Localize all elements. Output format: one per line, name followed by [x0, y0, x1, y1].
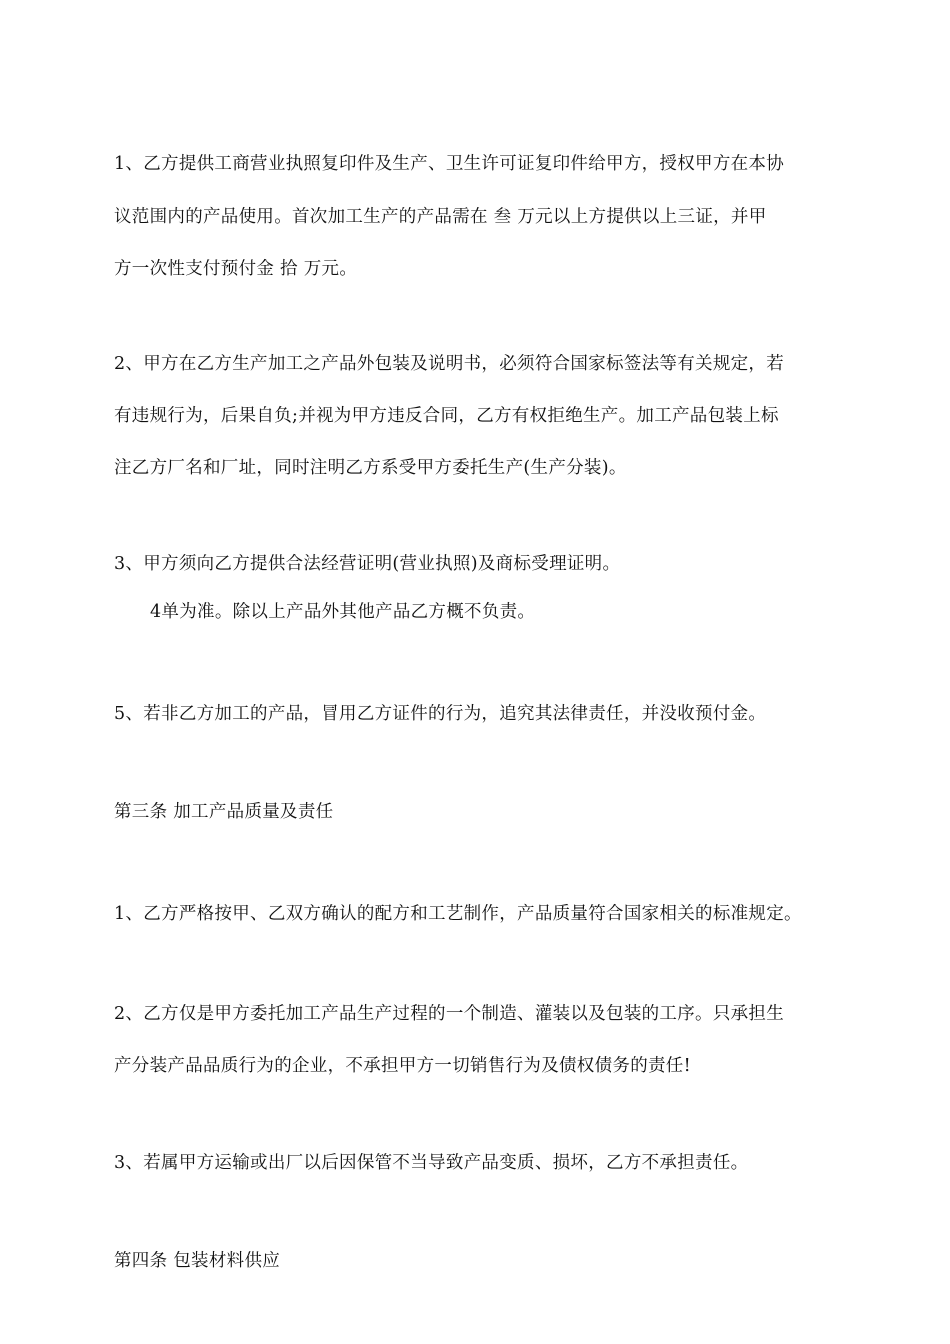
section-heading-article-3: 第三条 加工产品质量及责任	[114, 802, 334, 822]
clause-3-2-line-1: 2、乙方仅是甲方委托加工产品生产过程的一个制造、灌装以及包装的工序。只承担生	[114, 1004, 785, 1024]
clause-2-3: 3、甲方须向乙方提供合法经营证明(营业执照)及商标受理证明。	[114, 554, 621, 574]
clause-2-2-line-2: 有违规行为，后果自负;并视为甲方违反合同，乙方有权拒绝生产。加工产品包装上标	[114, 406, 779, 426]
clause-2-1-line-1: 1、乙方提供工商营业执照复印件及生产、卫生许可证复印件给甲方，授权甲方在本协	[114, 154, 785, 174]
clause-2-5: 5、若非乙方加工的产品，冒用乙方证件的行为，追究其法律责任，并没收预付金。	[114, 704, 767, 724]
clause-2-1-line-3: 方一次性支付预付金 拾 万元。	[114, 259, 358, 279]
clause-2-2-line-3: 注乙方厂名和厂址，同时注明乙方系受甲方委托生产(生产分装)。	[114, 458, 627, 478]
clause-3-2-line-2: 产分装产品品质行为的企业，不承担甲方一切销售行为及债权债务的责任!	[114, 1056, 691, 1076]
clause-3-3: 3、若属甲方运输或出厂以后因保管不当导致产品变质、损坏，乙方不承担责任。	[114, 1153, 749, 1173]
clause-2-1-line-2: 议范围内的产品使用。首次加工生产的产品需在 叁 万元以上方提供以上三证，并甲	[114, 207, 767, 227]
section-heading-article-4: 第四条 包装材料供应	[114, 1251, 281, 1271]
clause-2-2-line-1: 2、甲方在乙方生产加工之产品外包装及说明书，必须符合国家标签法等有关规定，若	[114, 354, 785, 374]
clause-3-1: 1、乙方严格按甲、乙双方确认的配方和工艺制作，产品质量符合国家相关的标准规定。	[114, 904, 802, 924]
clause-2-4-fragment: 4单为准。除以上产品外其他产品乙方概不负责。	[150, 602, 536, 622]
